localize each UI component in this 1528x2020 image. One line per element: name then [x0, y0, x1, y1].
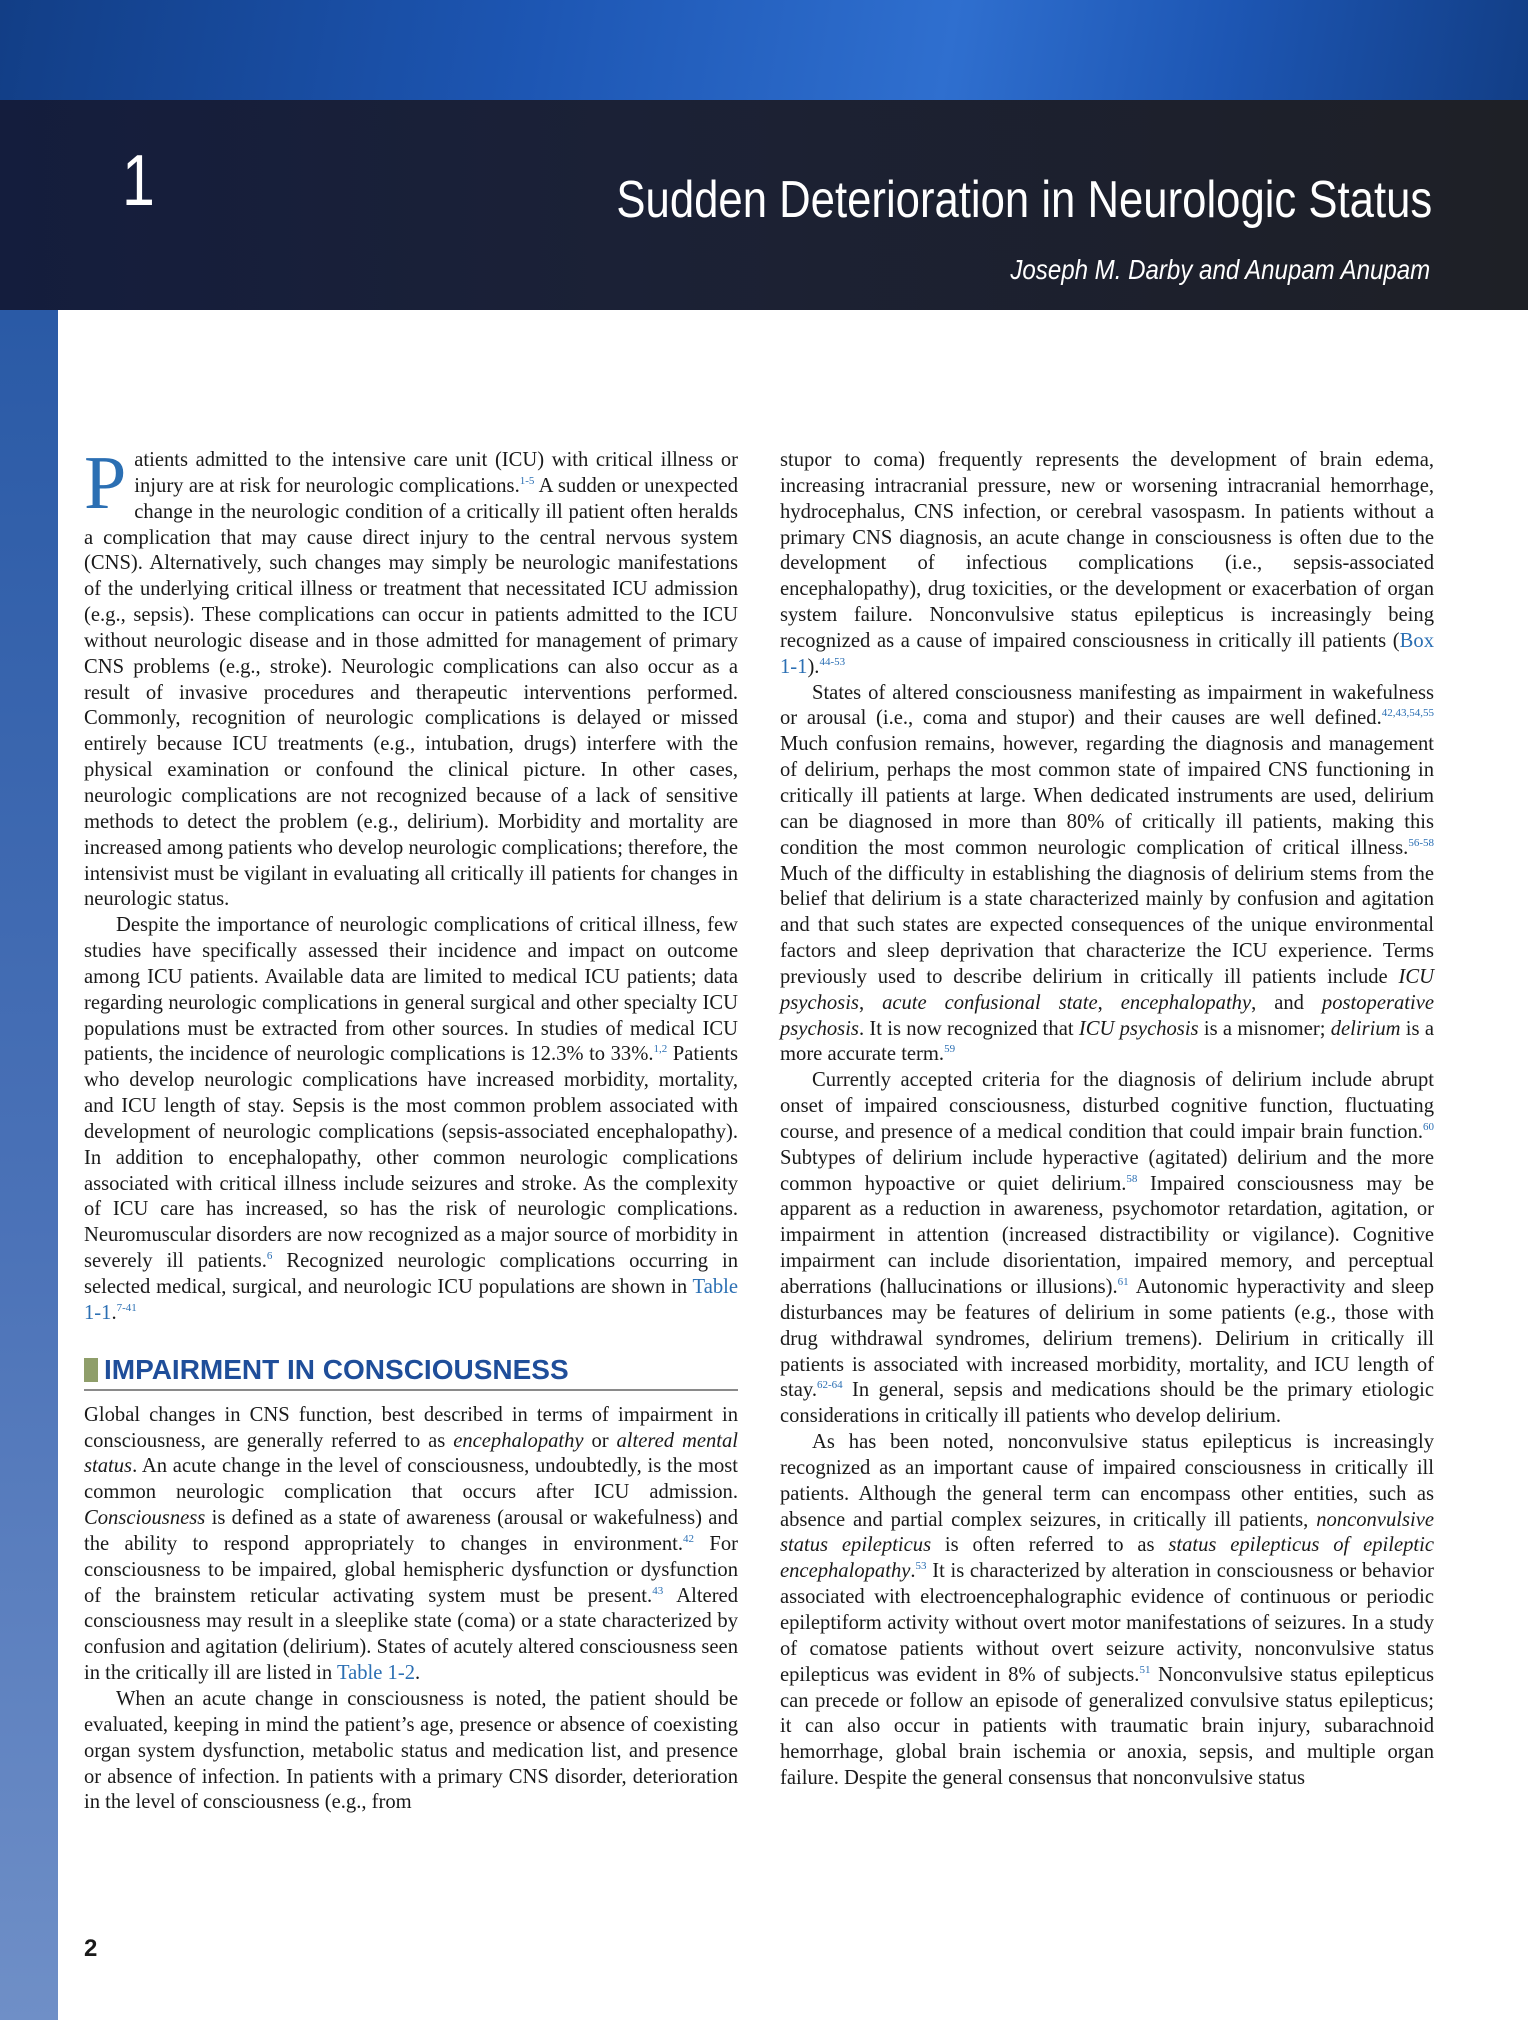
- section-heading-text: IMPAIRMENT IN CONSCIOUSNESS: [104, 1353, 569, 1385]
- paragraph: Despite the importance of neurologic complications of critical illness, few studies have specifically assessed their incidence and impact on outcome among ICU patients. Available data are limited to medical ICU patients; data regarding neurologic complications in general surgical and other specialty ICU populations must be extracted from other sources. In studies of medical ICU patients, the incidence of neurologic complications is 12.3% to 33%.$^{1,2}$ Patients who develop neurologic complications have increased morbidity, mortality, and ICU length of stay. Sepsis is the most common problem associated with development of neurologic complications (sepsis-associated encephalopathy). In addition to encephalopathy, other common neurologic complications associated with critical illness include seizures and stroke. As the complexity of ICU care has increased, so has the risk of neurologic complications. Neuromuscular disorders are now recognized as a major source of morbidity in severely ill patients.$^6$ Recognized neurologic complications occurring in selected medical, surgical, and neurologic ICU populations are shown in Table 1-1.$^{7-41}$: [84, 914, 739, 1324]
- paragraph: stupor to coma) frequently represents the development of brain edema, increasing intracranial pressure, new or worsening intracranial hemorrhage, hydrocephalus, CNS infection, or cerebral vasospasm. In patients without a primary CNS diagnosis, an acute change in consciousness is often due to the development of infectious complications (i.e., sepsis-associated encephalopathy), drug toxicities, or the development or exacerbation of organ system failure. Nonconvulsive status epilepticus is increasingly being recognized as a cause of impaired consciousness in critically ill patients (Box 1-1).$^{44-53}$: [780, 449, 1434, 678]
- header-top-gradient: [0, 0, 1528, 100]
- box-reference-link[interactable]: Box 1-1: [780, 629, 1434, 678]
- paragraph: Global changes in CNS function, best described in terms of impairment in consciousness, are generally referred to as encephalopathy or altered mental status. An acute change in the level of consciousness, undoubtedly, is the most common neurologic complication that occurs after ICU admission. Consciousness is defined as a state of awareness (arousal or wakefulness) and the ability to respond appropriately to changes in environment.$^{42}$ For consciousness to be impaired, global hemispheric dysfunction or dysfunction of the brainstem reticular activating system must be present.$^{43}$ Altered consciousness may result in a sleeplike state (coma) or a state characterized by confusion and agitation (delirium). States of acutely altered consciousness seen in the critically ill are listed in Table 1-2.: [84, 1403, 738, 1685]
- paragraph: States of altered consciousness manifesting as impairment in wakefulness or arousal (i.e., coma and stupor) and their causes are well defined.$^{42,43,54,55}$ Much confusion remains, however, regarding the diagnosis and management of delirium, perhaps the most common state of impaired CNS functioning in critically ill patients at large. When dedicated instruments are used, delirium can be diagnosed in more than 80% of critically ill patients, making this condition the most common neurologic complication of critical illness.$^{56-58}$ Much of the difficulty in establishing the diagnosis of delirium stems from the belief that delirium is a state characterized mainly by confusion and agitation and that such states are expected consequences of the unique environmental factors and sleep deprivation that characterize the ICU experience. Terms previously used to describe delirium in critically ill patients include ICU psychosis, acute confusional state, encephalopathy, and postoperative psychosis. It is now recognized that ICU psychosis is a misnomer; delirium is a more accurate term.$^{59}$: [780, 681, 1435, 1066]
- right-text-column: [780, 448, 1434, 1792]
- section-heading-marker: [84, 1358, 98, 1382]
- page-number: 2: [84, 1935, 98, 1962]
- left-sidebar-strip: [0, 310, 58, 2020]
- table-reference-link[interactable]: Table 1-2: [336, 1662, 416, 1685]
- left-text-column: [84, 441, 739, 1816]
- paragraph: Currently accepted criteria for the diagnosis of delirium include abrupt onset of impaired consciousness, disturbed cognitive function, fluctuating course, and presence of a medical condition that could impair brain function.$^{60}$ Subtypes of delirium include hyperactive (agitated) delirium and the more common hypoactive or quiet delirium.$^{58}$ Impaired consciousness may be apparent as a reduction in awareness, psychomotor retardation, agitation, or impairment in attention (increased distractibility or vigilance). Cognitive impairment can include disorientation, impaired memory, and perceptual aberrations (hallucinations or illusions).$^{61}$ Autonomic hyperactivity and sleep disturbances may be features of delirium in some patients (e.g., those with drug withdrawal syndromes, delirium tremens). Delirium in critically ill patients is associated with increased morbidity, mortality, and ICU length of stay.$^{62-64}$ In general, sepsis and medications should be the primary etiologic considerations in critically ill patients who develop delirium.: [780, 1069, 1434, 1428]
- chapter-authors: Joseph M. Darby and Anupam Anupam: [1010, 254, 1430, 285]
- paragraph: Patients admitted to the intensive care unit (ICU) with critical illness or injury are at risk for neurologic complications.$^{1-5}$ A sudden or unexpected change in the neurologic condition of a critically ill patient often heralds a complication that may cause direct injury to the central nervous system (CNS). Alternatively, such changes may simply be neurologic manifestations of the underlying critical illness or treatment that necessitated ICU admission (e.g., sepsis). These complications can occur in patients admitted to the ICU without neurologic disease and in those admitted for management of primary CNS problems (e.g., stroke). Neurologic complications can also occur as a result of invasive procedures and therapeutic interventions performed. Commonly, recognition of neurologic complications is delayed or missed entirely because ICU treatments (e.g., intubation, drugs) interfere with the physical examination or confound the clinical picture. In other cases, neurologic complications are not recognized because of a lack of sensitive methods to detect the problem (e.g., delirium). Morbidity and mortality are increased among patients who develop neurologic complications; therefore, the intensivist must be vigilant in evaluating all critically ill patients for changes in neurologic status.: [84, 441, 738, 911]
- paragraph: As has been noted, nonconvulsive status epilepticus is increasingly recognized as an important cause of impaired consciousness in critically ill patients. Although the general term can encompass other entities, such as absence and partial complex seizures, in critically ill patients, nonconvulsive status epilepticus is often referred to as status epilepticus of epileptic encephalopathy.$^{53}$ It is characterized by alteration in consciousness or behavior associated with electroencephalographic evidence of continuous or periodic epileptiform activity without overt motor manifestations of seizures. In a study of comatose patients without overt seizure activity, nonconvulsive status epilepticus was evident in 8% of subjects.$^{51}$ Nonconvulsive status epilepticus can precede or follow an episode of generalized convulsive status epilepticus; it can also occur in patients with traumatic brain injury, subarachnoid hemorrhage, global brain ischemia or anoxia, sepsis, and multiple organ failure. Despite the general consensus that nonconvulsive status: [780, 1431, 1434, 1790]
- chapter-title: Sudden Deterioration in Neurologic Status: [616, 171, 1432, 229]
- paragraph: When an acute change in consciousness is noted, the patient should be evaluated, keeping in mind the patient’s age, presence or absence of coexisting organ system dysfunction, metabolic status and medication list, and presence or absence of infection. In patients with a primary CNS disorder, deterioration in the level of consciousness (e.g., from: [84, 1687, 738, 1814]
- table-reference-link[interactable]: Table 1-1: [84, 1276, 738, 1324]
- section-heading: [84, 1355, 738, 1391]
- chapter-number: 1: [122, 141, 155, 221]
- drop-cap: P: [84, 441, 127, 525]
